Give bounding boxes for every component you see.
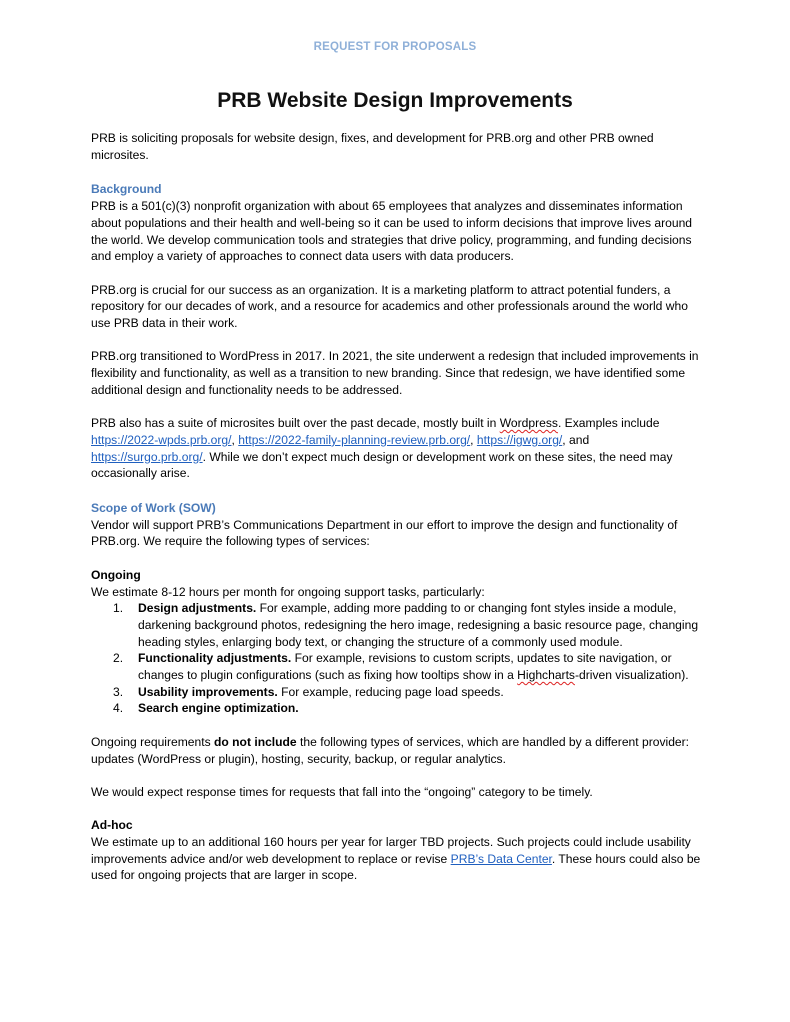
background-paragraph-4 xyxy=(91,415,703,482)
text-run: , xyxy=(470,432,477,447)
list-item-title: Design adjustments. xyxy=(138,601,257,616)
text-run: . These hours could also be used for ongoing projects that are larger in scope. xyxy=(91,851,701,883)
ongoing-heading: Ongoing xyxy=(91,567,141,582)
text-run: the following types of services, which are handled by a different provider: updates (WordPress or plugin), hosting, security, backup, or regular analytics. xyxy=(91,734,690,766)
text-run: Ongoing requirements xyxy=(91,734,215,749)
link-data-center[interactable]: PRB’s Data Center xyxy=(450,851,552,866)
response-time-paragraph: We would expect response times for requests that fall into the “ongoing” category to be timely. xyxy=(91,784,593,799)
document-body xyxy=(91,130,703,884)
text-run: . While we don’t expect much design or development work on these sites, the need may occasionally arise. xyxy=(91,449,673,481)
emphasis-text: do not include xyxy=(214,734,297,749)
ongoing-task-list xyxy=(91,600,703,717)
intro-paragraph: PRB is soliciting proposals for website design, fixes, and development for PRB.org and other PRB owned microsites. xyxy=(91,131,654,162)
link-surgo[interactable]: https://surgo.prb.org/ xyxy=(91,449,203,464)
scope-paragraph: Vendor will support PRB’s Communications Department in our effort to improve the design and functionality of PRB.org. We require the following types of services: xyxy=(91,517,678,549)
background-paragraph-2: PRB.org is crucial for our success as an organization. It is a marketing platform to attract potential funders, a repository for our decades of work, and a resource for academics and other professionals around the world who use PRB data in their work. xyxy=(91,282,688,331)
adhoc-heading: Ad-hoc xyxy=(91,818,133,833)
list-item-text: For example, reducing page load speeds. xyxy=(277,684,504,699)
list-number: 1. xyxy=(113,601,124,616)
list-item-text: For example, revisions to custom scripts, updates to site navigation, or changes to plugin configurations (such as fixing how tooltips show in a xyxy=(138,651,672,683)
link-family-planning-review[interactable]: https://2022-family-planning-review.prb.org/ xyxy=(238,432,471,447)
spellcheck-word: Wordpress xyxy=(499,416,558,431)
text-run: PRB also has a suite of microsites built over the past decade, mostly built in xyxy=(91,416,500,431)
list-item-title: Functionality adjustments. xyxy=(138,651,292,666)
list-number: 3. xyxy=(113,684,124,699)
list-item-title: Search engine optimization. xyxy=(138,701,299,716)
spellcheck-word: Highcharts xyxy=(517,668,575,683)
text-run: , xyxy=(231,432,239,447)
list-number: 4. xyxy=(113,701,124,716)
text-run: We estimate up to an additional 160 hours per year for larger TBD projects. Such projects could include usability improvements advice and/or web development to replace or revise xyxy=(91,835,691,866)
list-item xyxy=(91,650,703,683)
background-paragraph-1: PRB is a 501(c)(3) nonprofit organization with about 65 employees that analyzes and disseminates information about populations and their health and well-being so it can be used to inform decisions that improve lives around the world. We develop communication tools and strategies that drive policy, programming, and funding decisions and employ a variety of approaches to connect data users with data producers. xyxy=(91,199,693,264)
list-item-title: Usability improvements. xyxy=(138,684,278,699)
rfp-header-label: REQUEST FOR PROPOSALS xyxy=(313,41,477,53)
ongoing-requirements xyxy=(91,734,703,767)
adhoc-paragraph xyxy=(91,834,703,884)
list-item xyxy=(91,700,703,717)
link-igwg[interactable]: https://igwg.org/ xyxy=(476,432,563,447)
text-run: . Examples include xyxy=(557,416,660,431)
document-title: PRB Website Design Improvements xyxy=(217,89,573,112)
list-item xyxy=(91,684,703,701)
list-item xyxy=(91,600,703,650)
list-item-text: For example, adding more padding to or changing font styles inside a module, darkening background photos, redesigning the hero image, redesigning a basic resource page, changing heading styles, enlarging body text, or changing the structure of a commonly used module. xyxy=(138,601,699,649)
background-heading: Background xyxy=(91,182,162,197)
list-item-text: -driven visualization). xyxy=(574,668,689,683)
list-number: 2. xyxy=(113,651,124,666)
ongoing-intro: We estimate 8-12 hours per month for ongoing support tasks, particularly: xyxy=(91,584,485,599)
scope-heading: Scope of Work (SOW) xyxy=(91,501,216,516)
text-run: , and xyxy=(562,432,590,447)
background-paragraph-3: PRB.org transitioned to WordPress in 2017. In 2021, the site underwent a redesign that included improvements in flexibility and functionality, as well as a transition to new branding. Since that redesign, we have identified some additional design and functionality needs to be addressed. xyxy=(91,349,699,397)
link-2022-wpds[interactable]: https://2022-wpds.prb.org/ xyxy=(91,432,232,447)
